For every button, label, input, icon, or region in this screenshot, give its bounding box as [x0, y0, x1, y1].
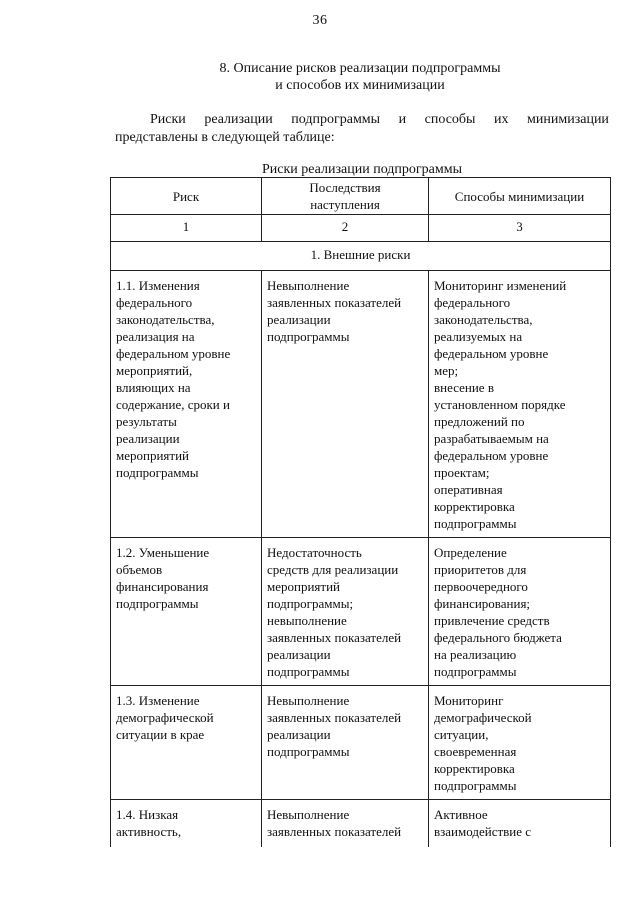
mitigation-cell: Определение приоритетов для первоочередного финансирования; привлечение средств федерального бюджета на реализацию подпрограммы: [429, 538, 611, 686]
page-number: 36: [312, 13, 328, 28]
intro-line-1: [115, 111, 609, 129]
intro-word: Риски: [150, 112, 186, 127]
risk-cell: 1.4. Низкая активность,: [111, 800, 262, 848]
intro-line-2: представлены в следующей таблице:: [115, 130, 335, 145]
consequences-cell: Недостаточность средств для реализации мероприятий подпрограммы; невыполнение заявленных показателей реализации подпрограммы: [262, 538, 429, 686]
column-number: 3: [429, 215, 611, 242]
column-number: 1: [111, 215, 262, 242]
table-row: [111, 686, 611, 800]
header-consequences: Последствия наступления: [262, 178, 429, 215]
table-row: [111, 800, 611, 848]
risk-cell: 1.1. Изменения федерального законодательства, реализация на федеральном уровне мероприятий, влияющих на содержание, сроки и результаты реализации мероприятий подпрограммы: [111, 271, 262, 538]
intro-word: реализации: [204, 112, 273, 127]
consequences-cell: Невыполнение заявленных показателей реализации подпрограммы: [262, 686, 429, 800]
section-title: [110, 60, 610, 94]
intro-word: подпрограммы: [291, 112, 381, 127]
consequences-cell: Невыполнение заявленных показателей: [262, 800, 429, 848]
mitigation-cell: Мониторинг изменений федерального законодательства, реализуемых на федеральном уровне мер; внесение в установленном порядке предложений по разрабатываемым на федеральном уровне проектам; оперативная корректировка подпрограммы: [429, 271, 611, 538]
risk-cell: 1.3. Изменение демографической ситуации в крае: [111, 686, 262, 800]
intro-word: минимизации: [527, 112, 609, 127]
column-number: 2: [262, 215, 429, 242]
mitigation-cell: Мониторинг демографической ситуации, своевременная корректировка подпрограммы: [429, 686, 611, 800]
risk-table: [110, 177, 611, 847]
table-caption: Риски реализации подпрограммы: [262, 162, 462, 177]
header-risk: Риск: [111, 178, 262, 215]
section-row: [111, 242, 611, 271]
section-title-line-2: и способов их минимизации: [275, 78, 445, 93]
intro-word: и: [398, 112, 407, 127]
section-heading: 1. Внешние риски: [111, 242, 611, 271]
column-number-row: [111, 215, 611, 242]
table-row: [111, 271, 611, 538]
header-mitigation: Способы минимизации: [429, 178, 611, 215]
intro-paragraph: [115, 111, 609, 147]
risk-cell: 1.2. Уменьшение объемов финансирования подпрограммы: [111, 538, 262, 686]
table-row: [111, 538, 611, 686]
section-title-line-1: 8. Описание рисков реализации подпрограммы: [219, 61, 501, 76]
table-header-row: [111, 178, 611, 215]
intro-word: их: [493, 112, 509, 127]
mitigation-cell: Активное взаимодействие с: [429, 800, 611, 848]
intro-word: способы: [424, 112, 476, 127]
consequences-cell: Невыполнение заявленных показателей реализации подпрограммы: [262, 271, 429, 538]
